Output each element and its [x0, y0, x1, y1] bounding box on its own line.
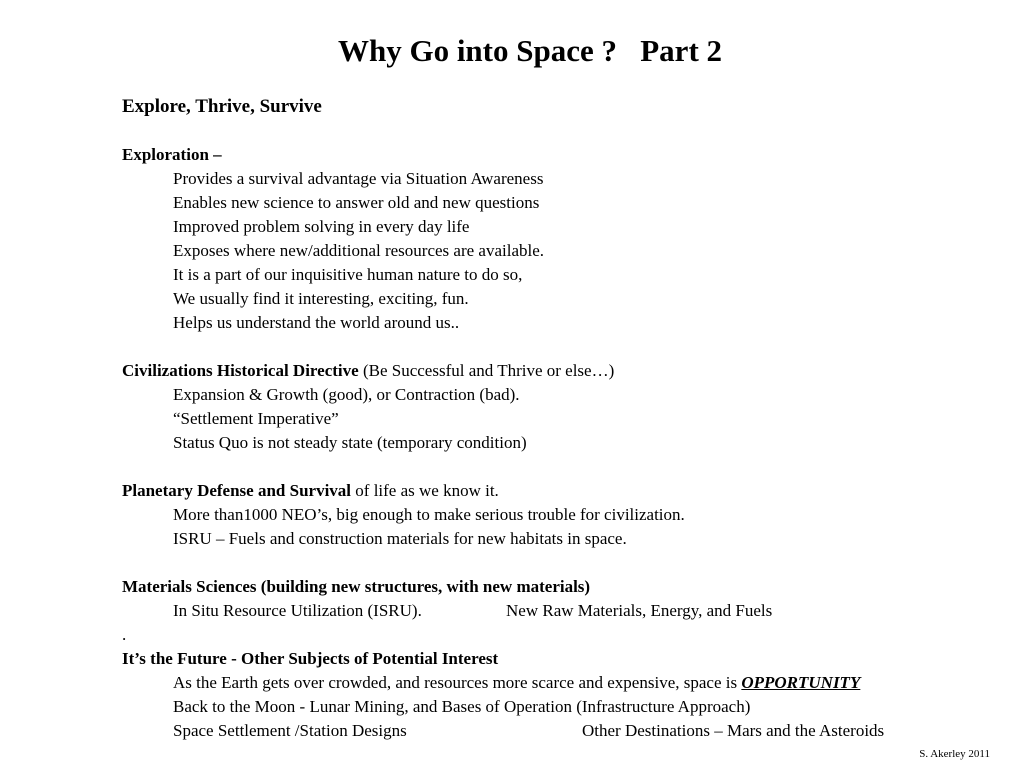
- civilizations-heading-rest: (Be Successful and Thrive or else…): [358, 361, 615, 380]
- future-item: [122, 671, 884, 695]
- materials-item-right: New Raw Materials, Energy, and Fuels: [506, 601, 773, 620]
- civilizations-heading: Civilizations Historical Directive: [122, 361, 359, 380]
- future-item: [122, 719, 884, 743]
- exploration-heading: Exploration –: [122, 145, 222, 164]
- materials-item: [122, 599, 884, 623]
- future-item: Back to the Moon - Lunar Mining, and Bases of Operation (Infrastructure Approach): [173, 697, 751, 716]
- planetary-item: ISRU – Fuels and construction materials for new habitats in space.: [173, 529, 627, 548]
- spacer: [122, 455, 884, 479]
- future-item-text: As the Earth gets over crowded, and resources more scarce and expensive, space is: [173, 673, 742, 692]
- materials-item-left: In Situ Resource Utilization (ISRU).: [173, 601, 422, 620]
- spacer: [122, 335, 884, 359]
- spacer: [122, 121, 884, 143]
- exploration-item: Exposes where new/additional resources are available.: [173, 241, 545, 260]
- civilizations-item: Status Quo is not steady state (temporary condition): [173, 433, 527, 452]
- planetary-heading-line: [122, 479, 884, 503]
- opportunity-emphasis: OPPORTUNITY: [741, 673, 861, 692]
- footer-credit: S. Akerley 2011: [919, 748, 990, 760]
- planetary-heading: Planetary Defense and Survival: [122, 481, 352, 500]
- spacer: [122, 551, 884, 575]
- future-heading: It’s the Future - Other Subjects of Potential Interest: [122, 649, 499, 668]
- stray-dot: .: [122, 625, 127, 644]
- future-item-right: Other Destinations – Mars and the Asteroids: [582, 721, 885, 740]
- exploration-item: Provides a survival advantage via Situation Awareness: [173, 169, 544, 188]
- planetary-item: More than1000 NEO’s, big enough to make serious trouble for civilization.: [173, 505, 685, 524]
- future-item-left: Space Settlement /Station Designs: [173, 721, 407, 740]
- exploration-item: Helps us understand the world around us..: [173, 313, 460, 332]
- civilizations-heading-line: [122, 359, 884, 383]
- slide-content: [122, 95, 884, 743]
- civilizations-item: “Settlement Imperative”: [173, 409, 339, 428]
- exploration-item: We usually find it interesting, exciting, fun.: [173, 289, 469, 308]
- civilizations-item: Expansion & Growth (good), or Contraction (bad).: [173, 385, 520, 404]
- planetary-heading-rest: of life as we know it.: [351, 481, 499, 500]
- exploration-item: Improved problem solving in every day life: [173, 217, 470, 236]
- exploration-item: Enables new science to answer old and new questions: [173, 193, 540, 212]
- slide-subtitle: Explore, Thrive, Survive: [122, 96, 322, 117]
- materials-heading: Materials Sciences (building new structures, with new materials): [122, 577, 591, 596]
- slide-title: Why Go into Space ? Part 2: [337, 33, 723, 68]
- exploration-item: It is a part of our inquisitive human nature to do so,: [173, 265, 523, 284]
